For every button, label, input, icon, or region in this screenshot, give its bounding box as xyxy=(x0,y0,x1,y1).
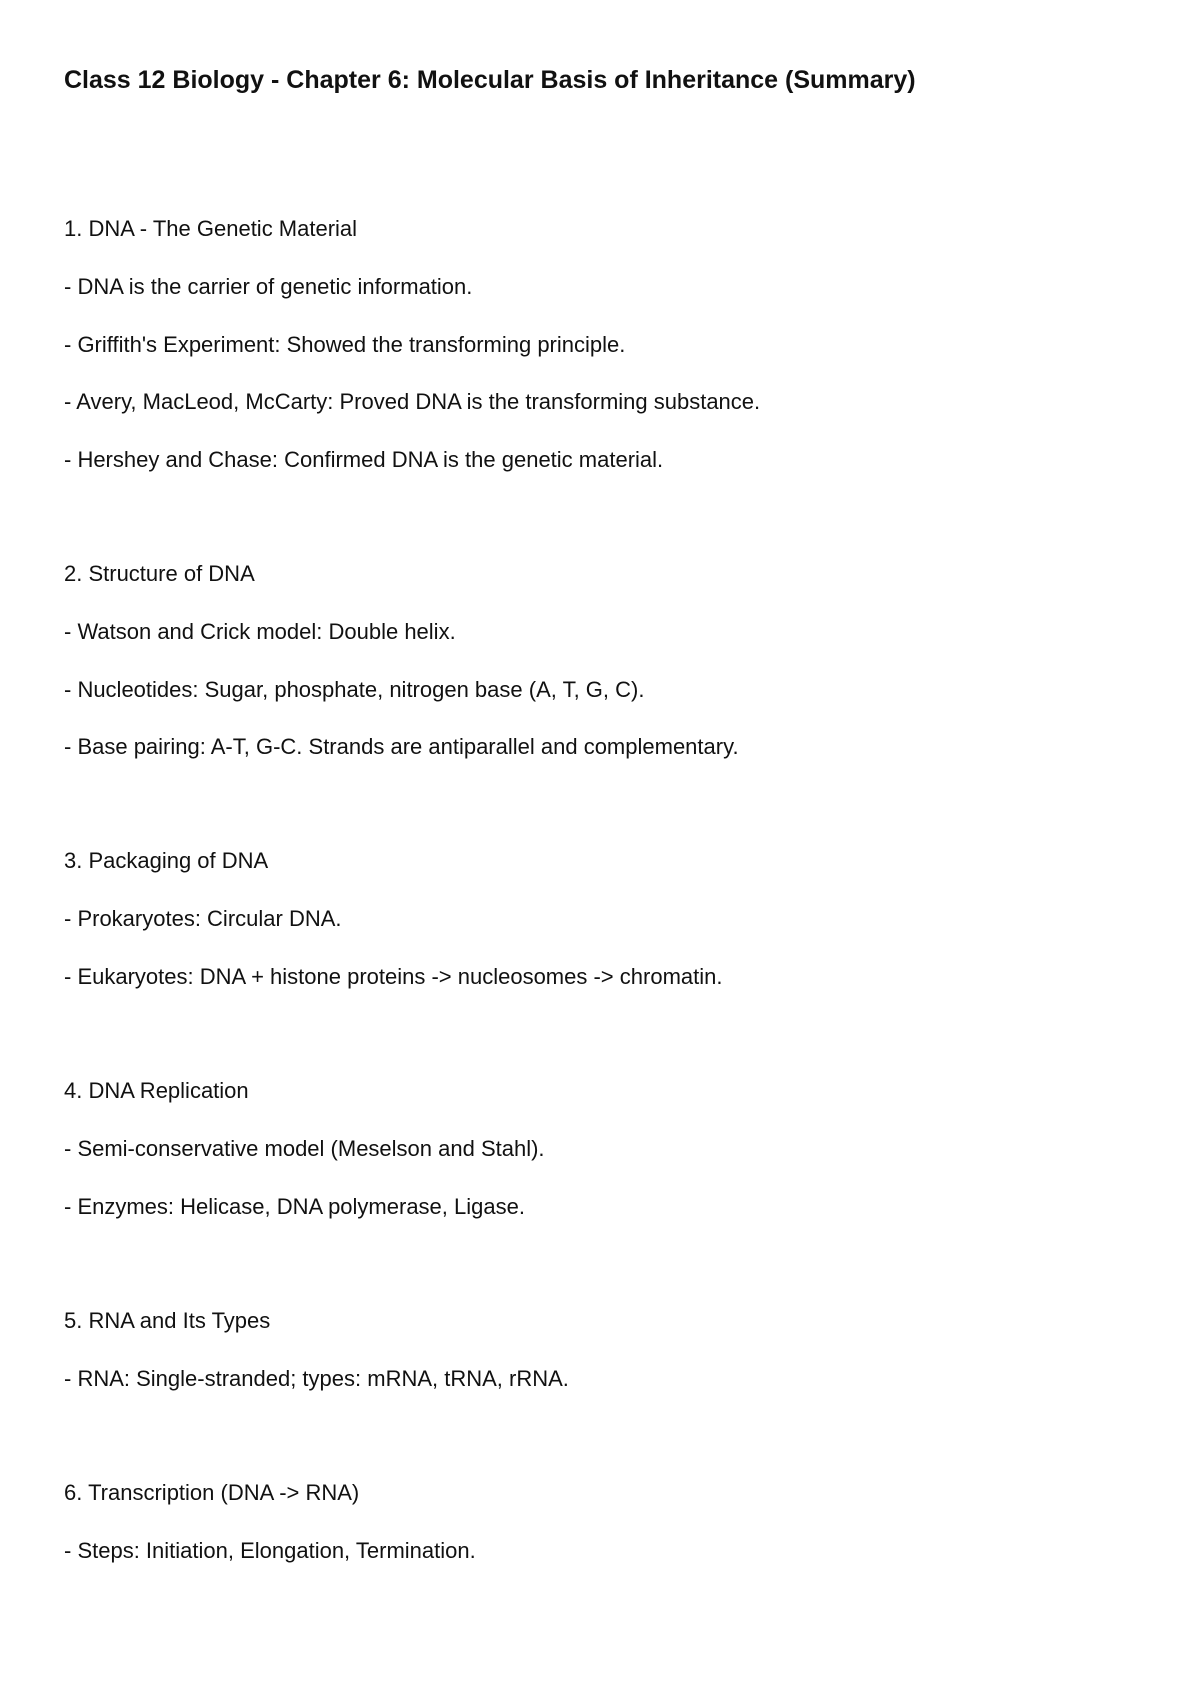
bullet-item: - Steps: Initiation, Elongation, Termination. xyxy=(64,1538,476,1563)
bullet-item: - Enzymes: Helicase, DNA polymerase, Ligase. xyxy=(64,1193,525,1219)
bullet-item: - Prokaryotes: Circular DNA. xyxy=(64,906,342,931)
section-heading: 3. Packaging of DNA xyxy=(64,848,269,873)
section-packaging-of-dna xyxy=(64,848,722,1021)
bullet-item: - Griffith's Experiment: Showed the transforming principle. xyxy=(64,331,626,357)
bullet-item: - Avery, MacLeod, McCarty: Proved DNA is the transforming substance. xyxy=(64,389,761,414)
bullet-item: - Hershey and Chase: Confirmed DNA is the genetic material. xyxy=(64,446,664,472)
bullet-item: - Eukaryotes: DNA + histone proteins -> nucleosomes -> chromatin. xyxy=(64,963,723,989)
bullet-item: - Semi-conservative model (Meselson and Stahl). xyxy=(64,1136,545,1161)
section-dna-genetic-material xyxy=(64,216,760,504)
section-dna-replication xyxy=(64,1078,545,1251)
bullet-item: - DNA is the carrier of genetic information. xyxy=(64,274,473,299)
bullet-item: - RNA: Single-stranded; types: mRNA, tRNA, rRNA. xyxy=(64,1366,569,1391)
section-rna-types xyxy=(64,1308,569,1424)
section-heading: 1. DNA - The Genetic Material xyxy=(64,216,358,241)
bullet-item: - Base pairing: A-T, G-C. Strands are antiparallel and complementary. xyxy=(64,734,739,759)
section-heading: 4. DNA Replication xyxy=(64,1078,249,1103)
bullet-item: - Nucleotides: Sugar, phosphate, nitrogen base (A, T, G, C). xyxy=(64,676,645,702)
section-heading: 2. Structure of DNA xyxy=(64,561,255,586)
section-heading: 5. RNA and Its Types xyxy=(64,1308,271,1333)
bullet-item: - Watson and Crick model: Double helix. xyxy=(64,619,456,644)
page-title: Class 12 Biology - Chapter 6: Molecular Basis of Inheritance (Summary) xyxy=(64,66,916,94)
section-structure-of-dna xyxy=(64,561,739,792)
section-transcription xyxy=(64,1480,476,1596)
section-heading: 6. Transcription (DNA -> RNA) xyxy=(64,1480,360,1505)
